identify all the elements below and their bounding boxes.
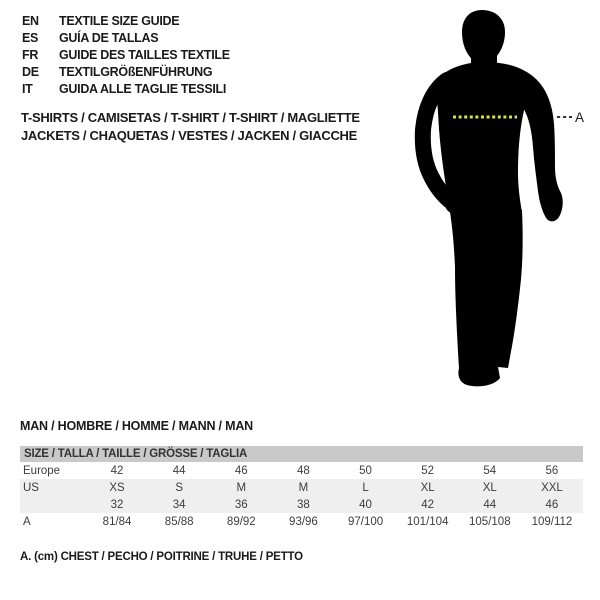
legs-shape: [450, 210, 523, 386]
size-cell: S: [175, 481, 184, 494]
language-title: TEXTILGRÖßENFÜHRUNG: [59, 65, 213, 79]
language-row: [22, 64, 230, 81]
table-row-us-numbers: [20, 496, 583, 513]
size-cell: 36: [234, 498, 248, 511]
size-cell: 38: [297, 498, 310, 511]
table-row-us-letters: [20, 479, 583, 496]
size-cell: 109/112: [531, 516, 573, 528]
measurement-footnote: A. (cm) CHEST / PECHO / POITRINE / TRUHE / PETTO: [20, 551, 303, 563]
language-code: DE: [22, 65, 39, 79]
size-cell: 40: [359, 498, 372, 511]
size-cell: 93/96: [289, 516, 318, 528]
language-title: GUÍA DE TALLAS: [59, 31, 159, 45]
table-row-chest-a: [20, 513, 583, 531]
size-cell: 56: [545, 464, 559, 477]
size-cell: 42: [421, 498, 435, 511]
size-cell: 97/100: [347, 516, 384, 528]
size-cell: 32: [110, 498, 124, 511]
size-cell: XXL: [541, 481, 563, 494]
language-code: ES: [22, 31, 39, 45]
size-cell: XL: [420, 481, 435, 494]
language-title: TEXTILE SIZE GUIDE: [59, 14, 180, 28]
category-line-tshirts: T-SHIRTS / CAMISETAS / T-SHIRT / T-SHIRT / MAGLIETTE: [21, 110, 360, 125]
size-cell: XL: [482, 481, 497, 494]
size-cell: 52: [421, 464, 435, 477]
language-code: FR: [22, 48, 39, 62]
size-cell: 44: [483, 498, 497, 511]
row-label: A: [23, 516, 31, 528]
size-cell: L: [362, 481, 369, 494]
language-title: GUIDE DES TAILLES TEXTILE: [59, 48, 230, 62]
language-title: GUIDA ALLE TAGLIE TESSILI: [59, 82, 227, 96]
size-cell: 50: [359, 464, 372, 477]
size-cell: 105/108: [469, 516, 511, 528]
language-row: [22, 47, 230, 64]
size-cell: 54: [483, 464, 497, 477]
man-silhouette-figure: [410, 5, 590, 395]
size-cell: 46: [234, 464, 248, 477]
row-label: Europe: [23, 464, 61, 477]
size-table-header: SIZE / TALLA / TAILLE / GRÖSSE / TAGLIA: [20, 446, 583, 462]
category-line-jackets: JACKETS / CHAQUETAS / VESTES / JACKEN / GIACCHE: [21, 127, 357, 143]
size-cell: 48: [297, 464, 310, 477]
language-row: [22, 30, 230, 47]
size-cell: 46: [545, 498, 559, 511]
us-size-band: [20, 479, 583, 513]
size-cell: 44: [172, 464, 186, 477]
size-cell: 81/84: [102, 516, 132, 528]
size-table: [20, 446, 583, 531]
size-cell: M: [236, 481, 247, 494]
man-silhouette: [423, 10, 563, 386]
table-row-europe: [20, 462, 583, 479]
row-label: US: [23, 481, 39, 494]
size-cell: 42: [110, 464, 124, 477]
size-cell: 34: [172, 498, 186, 511]
size-cell: 89/92: [226, 516, 256, 528]
neck-shape: [471, 49, 497, 71]
section-heading-man: MAN / HOMBRE / HOMME / MANN / MAN: [20, 419, 253, 433]
language-code: EN: [22, 14, 39, 28]
language-list: [22, 13, 230, 98]
language-code: IT: [22, 82, 33, 96]
size-cell: XS: [109, 481, 125, 494]
language-row: [22, 81, 230, 98]
size-cell: 85/88: [164, 516, 194, 528]
measure-label-a: A: [575, 110, 585, 125]
language-row: [22, 13, 230, 30]
category-lines: [21, 109, 360, 144]
size-cell: M: [298, 481, 309, 494]
size-cell: 101/104: [406, 516, 449, 528]
